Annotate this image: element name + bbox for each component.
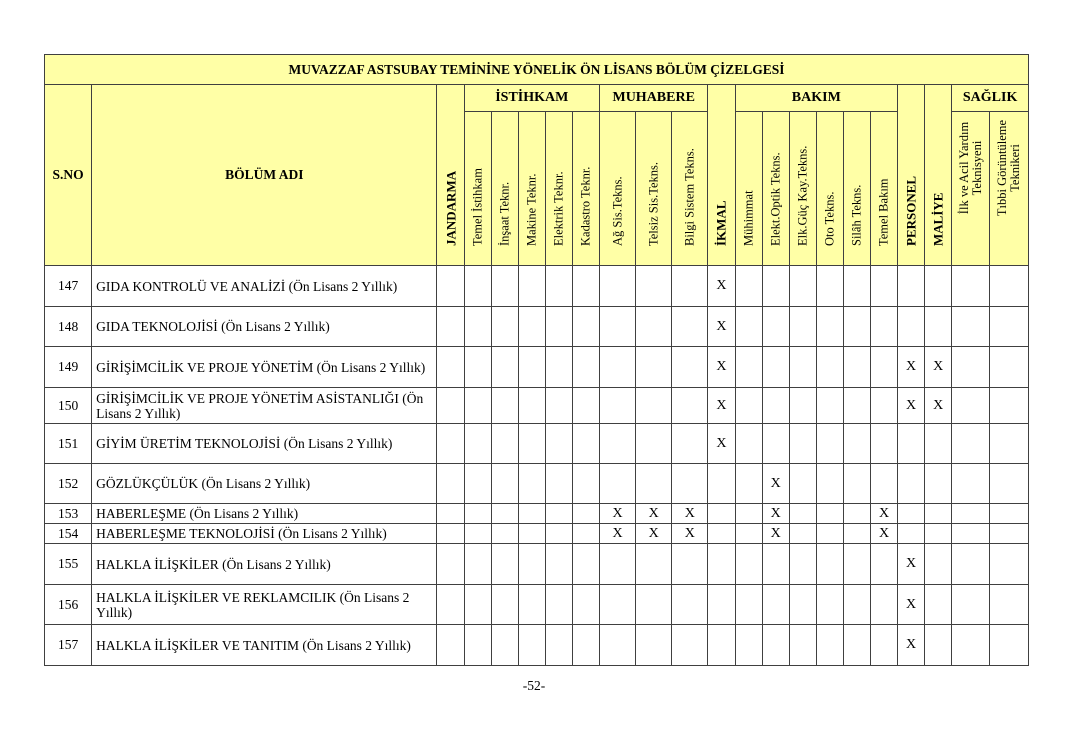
mark-cell [518, 266, 545, 307]
mark-cell [636, 424, 672, 464]
col-telsiz-sis-tekns: Telsiz Sis.Tekns. [636, 112, 672, 266]
col-jandarma: JANDARMA [437, 85, 464, 266]
mark-cell [990, 424, 1029, 464]
group-saglik: SAĞLIK [952, 85, 1029, 112]
mark-cell [990, 347, 1029, 388]
mark-cell [816, 388, 843, 424]
table-row [45, 347, 1029, 388]
mark-cell [735, 504, 762, 524]
mark-cell [735, 266, 762, 307]
mark-cell [672, 585, 708, 625]
mark-cell [518, 585, 545, 625]
mark-cell [925, 424, 952, 464]
mark-cell [816, 625, 843, 666]
col-ag-sis-tekns: Ağ Sis.Tekns. [600, 112, 636, 266]
mark-cell [464, 388, 491, 424]
department-table-sheet [44, 54, 1029, 663]
mark-cell [437, 585, 464, 625]
mark-cell [518, 504, 545, 524]
mark-cell [518, 625, 545, 666]
mark-cell [870, 307, 897, 347]
mark-cell [816, 347, 843, 388]
table-row [45, 266, 1029, 307]
mark-cell [870, 544, 897, 585]
mark-cell [437, 544, 464, 585]
mark-cell [870, 266, 897, 307]
mark-cell [898, 424, 925, 464]
mark-cell [816, 424, 843, 464]
sno-header: S.NO [45, 85, 92, 266]
mark-cell [952, 347, 990, 388]
mark-cell [518, 464, 545, 504]
mark-cell [789, 307, 816, 347]
mark-cell [735, 424, 762, 464]
department-name: GİRİŞİMCİLİK VE PROJE YÖNETİM (Ön Lisans 2 Yıllık) [92, 347, 437, 388]
mark-cell [843, 524, 870, 544]
mark-cell: X [762, 504, 789, 524]
mark-cell: X [708, 424, 735, 464]
mark-cell [762, 544, 789, 585]
mark-cell [789, 544, 816, 585]
mark-cell [545, 266, 572, 307]
mark-cell [518, 347, 545, 388]
mark-cell [898, 307, 925, 347]
mark-cell [816, 464, 843, 504]
mark-cell [572, 388, 599, 424]
row-number: 149 [45, 347, 92, 388]
col-kadastro-teknr: Kadastro Teknr. [572, 112, 599, 266]
mark-cell: X [898, 544, 925, 585]
mark-cell [870, 625, 897, 666]
department-table [44, 54, 1029, 666]
mark-cell [672, 424, 708, 464]
mark-cell [672, 347, 708, 388]
mark-cell [925, 524, 952, 544]
group-bakim: BAKIM [735, 85, 898, 112]
mark-cell [925, 504, 952, 524]
mark-cell [600, 544, 636, 585]
mark-cell [789, 585, 816, 625]
mark-cell [437, 347, 464, 388]
row-number: 148 [45, 307, 92, 347]
mark-cell: X [708, 307, 735, 347]
col-makine-teknr: Makine Teknr. [518, 112, 545, 266]
row-number: 157 [45, 625, 92, 666]
mark-cell [762, 424, 789, 464]
mark-cell [843, 625, 870, 666]
col-muhimmat: Mühimmat [735, 112, 762, 266]
mark-cell [925, 307, 952, 347]
mark-cell [572, 464, 599, 504]
mark-cell [843, 544, 870, 585]
mark-cell [990, 504, 1029, 524]
mark-cell [816, 307, 843, 347]
table-row [45, 307, 1029, 347]
department-name: GIDA TEKNOLOJİSİ (Ön Lisans 2 Yıllık) [92, 307, 437, 347]
mark-cell [816, 544, 843, 585]
mark-cell [762, 307, 789, 347]
mark-cell [545, 307, 572, 347]
mark-cell [789, 524, 816, 544]
table-row [45, 625, 1029, 666]
mark-cell [491, 585, 518, 625]
mark-cell [870, 424, 897, 464]
mark-cell [636, 585, 672, 625]
mark-cell [735, 585, 762, 625]
mark-cell [518, 544, 545, 585]
mark-cell [816, 504, 843, 524]
mark-cell [990, 524, 1029, 544]
mark-cell [491, 524, 518, 544]
mark-cell [816, 585, 843, 625]
mark-cell: X [672, 504, 708, 524]
mark-cell [990, 585, 1029, 625]
mark-cell [816, 266, 843, 307]
mark-cell [437, 464, 464, 504]
mark-cell [870, 347, 897, 388]
table-row [45, 504, 1029, 524]
mark-cell: X [898, 347, 925, 388]
mark-cell [708, 585, 735, 625]
mark-cell [491, 424, 518, 464]
mark-cell [762, 585, 789, 625]
mark-cell: X [708, 266, 735, 307]
mark-cell [437, 388, 464, 424]
mark-cell [491, 464, 518, 504]
mark-cell [789, 504, 816, 524]
mark-cell [572, 266, 599, 307]
mark-cell [600, 347, 636, 388]
mark-cell [636, 266, 672, 307]
mark-cell [636, 347, 672, 388]
mark-cell [672, 464, 708, 504]
mark-cell [437, 504, 464, 524]
mark-cell: X [925, 347, 952, 388]
mark-cell [990, 544, 1029, 585]
mark-cell [925, 266, 952, 307]
mark-cell [636, 388, 672, 424]
col-ikmal: İKMAL [708, 85, 735, 266]
mark-cell [789, 424, 816, 464]
mark-cell [600, 388, 636, 424]
mark-cell [464, 544, 491, 585]
col-bilgi-sistem-tekns: Bilgi Sistem Tekns. [672, 112, 708, 266]
mark-cell: X [636, 524, 672, 544]
mark-cell [572, 347, 599, 388]
mark-cell [735, 544, 762, 585]
mark-cell [464, 424, 491, 464]
mark-cell [600, 625, 636, 666]
mark-cell: X [870, 524, 897, 544]
mark-cell [491, 504, 518, 524]
table-row [45, 388, 1029, 424]
mark-cell: X [762, 464, 789, 504]
mark-cell [572, 625, 599, 666]
col-tibbi-goruntuleme: Tıbbi Görüntüleme Teknikeri [990, 112, 1029, 266]
mark-cell: X [600, 504, 636, 524]
mark-cell [572, 504, 599, 524]
group-istihkam: İSTİHKAM [464, 85, 599, 112]
mark-cell [545, 388, 572, 424]
mark-cell [636, 544, 672, 585]
mark-cell [952, 504, 990, 524]
mark-cell: X [672, 524, 708, 544]
mark-cell [464, 464, 491, 504]
mark-cell: X [762, 524, 789, 544]
col-oto-tekns: Oto Tekns. [816, 112, 843, 266]
mark-cell [843, 464, 870, 504]
mark-cell [762, 625, 789, 666]
col-elk-guc-kay-tekns: Elk.Güç Kay.Tekns. [789, 112, 816, 266]
mark-cell [843, 307, 870, 347]
mark-cell [952, 388, 990, 424]
mark-cell [708, 504, 735, 524]
mark-cell [789, 464, 816, 504]
mark-cell [990, 464, 1029, 504]
mark-cell [735, 464, 762, 504]
mark-cell [636, 307, 672, 347]
department-name: HALKLA İLİŞKİLER (Ön Lisans 2 Yıllık) [92, 544, 437, 585]
row-number: 147 [45, 266, 92, 307]
mark-cell [491, 347, 518, 388]
mark-cell [545, 544, 572, 585]
mark-cell [708, 524, 735, 544]
col-silah-tekns: Silâh Tekns. [843, 112, 870, 266]
mark-cell [437, 424, 464, 464]
col-maliye: MALİYE [925, 85, 952, 266]
mark-cell [870, 464, 897, 504]
mark-cell [545, 585, 572, 625]
mark-cell [870, 388, 897, 424]
mark-cell [636, 625, 672, 666]
mark-cell [843, 388, 870, 424]
mark-cell [990, 307, 1029, 347]
mark-cell: X [925, 388, 952, 424]
mark-cell [545, 464, 572, 504]
mark-cell [491, 388, 518, 424]
mark-cell [735, 388, 762, 424]
mark-cell [672, 266, 708, 307]
mark-cell [952, 464, 990, 504]
department-name: HALKLA İLİŞKİLER VE TANITIM (Ön Lisans 2 Yıllık) [92, 625, 437, 666]
mark-cell: X [708, 347, 735, 388]
mark-cell [816, 524, 843, 544]
mark-cell [925, 625, 952, 666]
mark-cell [464, 347, 491, 388]
group-muhabere: MUHABERE [600, 85, 708, 112]
mark-cell [518, 388, 545, 424]
row-number: 151 [45, 424, 92, 464]
table-row [45, 585, 1029, 625]
mark-cell: X [898, 388, 925, 424]
mark-cell [789, 625, 816, 666]
department-name: GİYİM ÜRETİM TEKNOLOJİSİ (Ön Lisans 2 Yıllık) [92, 424, 437, 464]
col-insaat-teknr: İnşaat Teknr. [491, 112, 518, 266]
mark-cell [789, 388, 816, 424]
mark-cell [843, 424, 870, 464]
row-number: 155 [45, 544, 92, 585]
mark-cell [952, 625, 990, 666]
mark-cell [990, 388, 1029, 424]
mark-cell [952, 544, 990, 585]
col-temel-bakim: Temel Bakım [870, 112, 897, 266]
col-ilk-acil-yardim: İlk ve Acil Yardım Teknisyeni [952, 112, 990, 266]
mark-cell [843, 266, 870, 307]
mark-cell [672, 625, 708, 666]
mark-cell [545, 524, 572, 544]
department-name: GIDA KONTROLÜ VE ANALİZİ (Ön Lisans 2 Yıllık) [92, 266, 437, 307]
mark-cell [636, 464, 672, 504]
mark-cell [464, 504, 491, 524]
mark-cell [572, 585, 599, 625]
mark-cell [672, 307, 708, 347]
mark-cell [735, 307, 762, 347]
mark-cell [491, 307, 518, 347]
department-name: GÖZLÜKÇÜLÜK (Ön Lisans 2 Yıllık) [92, 464, 437, 504]
mark-cell: X [636, 504, 672, 524]
mark-cell [925, 544, 952, 585]
mark-cell [464, 524, 491, 544]
mark-cell [708, 625, 735, 666]
mark-cell [600, 307, 636, 347]
row-number: 156 [45, 585, 92, 625]
mark-cell [572, 524, 599, 544]
mark-cell [898, 464, 925, 504]
mark-cell [600, 464, 636, 504]
col-elektrik-teknr: Elektrik Teknr. [545, 112, 572, 266]
col-elekt-optik-tekns: Elekt.Optik Tekns. [762, 112, 789, 266]
mark-cell [735, 347, 762, 388]
row-number: 152 [45, 464, 92, 504]
mark-cell [545, 347, 572, 388]
col-temel-istihkam: Temel İstihkam [464, 112, 491, 266]
mark-cell [491, 625, 518, 666]
mark-cell [672, 544, 708, 585]
mark-cell [572, 544, 599, 585]
table-row [45, 424, 1029, 464]
mark-cell [518, 524, 545, 544]
mark-cell [545, 625, 572, 666]
table-row [45, 544, 1029, 585]
department-name: HABERLEŞME (Ön Lisans 2 Yıllık) [92, 504, 437, 524]
row-number: 150 [45, 388, 92, 424]
mark-cell [990, 266, 1029, 307]
mark-cell [925, 585, 952, 625]
mark-cell [600, 424, 636, 464]
mark-cell [870, 585, 897, 625]
mark-cell [491, 266, 518, 307]
row-number: 154 [45, 524, 92, 544]
mark-cell [843, 585, 870, 625]
row-number: 153 [45, 504, 92, 524]
mark-cell [572, 307, 599, 347]
mark-cell [572, 424, 599, 464]
department-name: HABERLEŞME TEKNOLOJİSİ (Ön Lisans 2 Yıllık) [92, 524, 437, 544]
mark-cell [925, 464, 952, 504]
mark-cell [952, 424, 990, 464]
mark-cell [437, 307, 464, 347]
mark-cell: X [870, 504, 897, 524]
mark-cell [990, 625, 1029, 666]
department-name: GİRİŞİMCİLİK VE PROJE YÖNETİM ASİSTANLIĞI (Ön Lisans 2 Yıllık) [92, 388, 437, 424]
mark-cell [600, 266, 636, 307]
mark-cell [762, 266, 789, 307]
mark-cell [898, 524, 925, 544]
mark-cell [843, 504, 870, 524]
mark-cell [464, 266, 491, 307]
mark-cell [518, 307, 545, 347]
mark-cell [762, 347, 789, 388]
mark-cell [518, 424, 545, 464]
bolum-header: BÖLÜM ADI [92, 85, 437, 266]
mark-cell [789, 347, 816, 388]
mark-cell [437, 625, 464, 666]
mark-cell [464, 625, 491, 666]
department-name: HALKLA İLİŞKİLER VE REKLAMCILIK (Ön Lisans 2 Yıllık) [92, 585, 437, 625]
mark-cell: X [898, 625, 925, 666]
table-title: MUVAZZAF ASTSUBAY TEMİNİNE YÖNELİK ÖN LİSANS BÖLÜM ÇİZELGESİ [45, 55, 1029, 85]
mark-cell: X [898, 585, 925, 625]
mark-cell [898, 504, 925, 524]
table-body [45, 266, 1029, 666]
mark-cell [735, 625, 762, 666]
mark-cell [952, 524, 990, 544]
page-number: -52- [522, 678, 546, 693]
mark-cell [600, 585, 636, 625]
col-personel: PERSONEL [898, 85, 925, 266]
mark-cell [843, 347, 870, 388]
table-row [45, 464, 1029, 504]
mark-cell [545, 504, 572, 524]
mark-cell [952, 585, 990, 625]
mark-cell [735, 524, 762, 544]
mark-cell [789, 266, 816, 307]
mark-cell: X [600, 524, 636, 544]
mark-cell [708, 464, 735, 504]
mark-cell [952, 266, 990, 307]
mark-cell [464, 585, 491, 625]
mark-cell [898, 266, 925, 307]
mark-cell: X [708, 388, 735, 424]
mark-cell [464, 307, 491, 347]
mark-cell [437, 266, 464, 307]
mark-cell [545, 424, 572, 464]
mark-cell [762, 388, 789, 424]
mark-cell [708, 544, 735, 585]
mark-cell [437, 524, 464, 544]
mark-cell [491, 544, 518, 585]
mark-cell [672, 388, 708, 424]
mark-cell [952, 307, 990, 347]
table-row [45, 524, 1029, 544]
